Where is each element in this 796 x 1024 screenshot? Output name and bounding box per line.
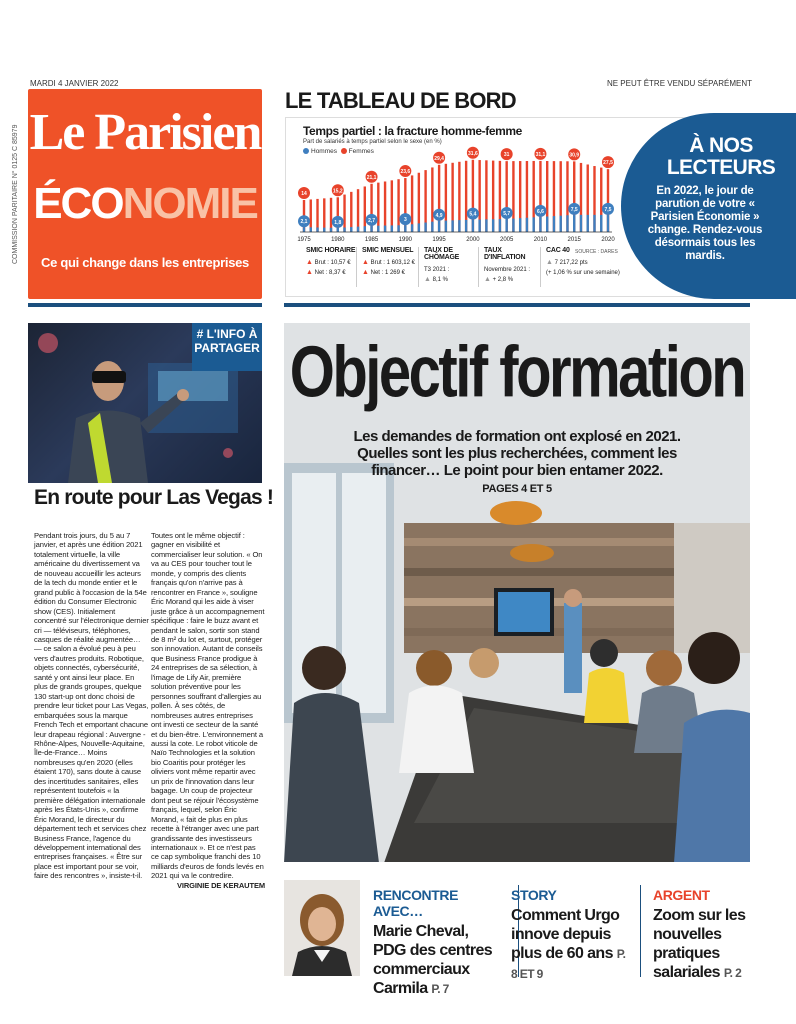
not-sold-separately: NE PEUT ÊTRE VENDU SÉPARÉMENT bbox=[606, 79, 752, 88]
bar-men bbox=[478, 220, 480, 232]
bar-women bbox=[418, 173, 420, 232]
teaser-kicker: ARGENT bbox=[653, 887, 710, 903]
bar-men bbox=[485, 219, 487, 232]
dashboard-title: LE TABLEAU DE BORD bbox=[285, 88, 516, 113]
teaser-kicker: RENCONTRE AVEC… bbox=[373, 887, 459, 919]
bar-men bbox=[438, 221, 440, 232]
bar-men bbox=[587, 215, 589, 232]
data-label-men: 4,9 bbox=[435, 212, 443, 219]
bar-women bbox=[343, 195, 345, 232]
indicator-smic-horaire bbox=[303, 247, 357, 287]
bar-men bbox=[607, 215, 609, 232]
bar-men bbox=[539, 217, 541, 232]
main-subtitle: Les demandes de formation ont explosé en 2021. Quelles sont les plus recherchées, comment les financer… Le point pour bien entamer 2022. bbox=[353, 428, 681, 479]
teaser-page: P. 2 bbox=[723, 966, 742, 980]
indicator-value: T3 2021 : bbox=[424, 267, 450, 273]
indicator-value: + 2,8 % bbox=[492, 277, 514, 283]
chart-title: Temps partiel : la fracture homme-femme bbox=[303, 124, 522, 138]
x-tick-label: 1975 bbox=[297, 237, 311, 243]
divider bbox=[284, 303, 750, 307]
x-tick-label: 1990 bbox=[398, 237, 413, 243]
masthead-logo bbox=[28, 89, 262, 299]
indicator-value: Net : 1 269 € bbox=[370, 270, 405, 276]
bar-men bbox=[330, 228, 332, 232]
data-label-women: 31,6 bbox=[468, 150, 478, 157]
indicator-chomage bbox=[421, 247, 479, 287]
indicator-inflation bbox=[481, 247, 541, 287]
bar-women bbox=[323, 198, 325, 232]
readers-text: En 2022, le jour de parution de votre « Parisien Économie » change. Rendez-vous désormais tous les mardis. bbox=[647, 185, 763, 262]
article-col2-text: Toutes ont le même objectif : gagner en visibilité et commercialiser leur solution. « On va au CES pour toucher tout le monde, y compris des clients français qu'on n'arrive pas à rencontrer en France », souligne Éric Morand qui les aide à viser juste grâce à un accompagnement spécifique : faire le buzz avant et pendant le salon, sortir son stand de 8 m² du lot et, surtout, protéger son innovation. Autant de conseils que Business France prodigue à 24 entreprises de sa sélection, à l'image de Lify Air, première solution préventive pour les personnes souffrant d'allergies au pollen. À ses côtés, de nombreuses autres entreprises ont investi ce secteur de la santé et du bien-être. L'environnement a aussi la cote. Le robot viticole de Naïo Technologies et la solution bio Coaritis pour protéger les oliviers vont même repartir avec un prix de l'innovation dans leur bagage. Un coup de projecteur dont peut se réjouir l'écosystème français, lequel, selon Éric Morand, « fait de plus en plus recette à l'étranger avec une part grandissante des investisseurs internationaux ». Et ce n'est pas ce cap symbolique franchi des 10 milliards d'euros de fonds levés en 2021 qui va le contredire. bbox=[151, 531, 265, 881]
bar-men bbox=[560, 216, 562, 232]
data-label-women: 23,6 bbox=[400, 169, 411, 176]
up-triangle-icon: ▲ bbox=[484, 276, 491, 283]
indicators-row bbox=[303, 247, 623, 287]
chart-subtitle: Part de salariés à temps partiel selon le sexe (en %) bbox=[303, 139, 442, 145]
up-triangle-icon: ▲ bbox=[546, 259, 553, 266]
ces-vr-photo bbox=[28, 323, 262, 483]
data-label-men: 7,5 bbox=[570, 206, 578, 213]
bar-men bbox=[445, 221, 447, 232]
indicator-smic-mensuel bbox=[359, 247, 419, 287]
data-label-women: 21,1 bbox=[366, 174, 377, 181]
indicator-cac40 bbox=[543, 247, 623, 287]
teaser-page: P. 8 ET 9 bbox=[511, 947, 626, 981]
up-triangle-icon: ▲ bbox=[362, 259, 369, 266]
data-label-women: 15,2 bbox=[332, 188, 343, 195]
data-label-women: 27,5 bbox=[603, 160, 613, 167]
bar-men bbox=[458, 220, 460, 232]
indicator-value: Brut : 10,57 € bbox=[314, 260, 351, 266]
logo-tagline: Ce qui change dans les entreprises bbox=[41, 255, 249, 270]
indicator-head: CAC 40 bbox=[546, 247, 570, 254]
legend-men: Hommes bbox=[311, 148, 338, 155]
bar-men bbox=[472, 220, 474, 232]
main-headline: Objectif formation bbox=[289, 331, 745, 413]
bar-women bbox=[310, 199, 312, 232]
teaser-title: Zoom sur les nouvelles pratiques salariales bbox=[653, 907, 746, 981]
bar-men bbox=[418, 223, 420, 232]
bar-men bbox=[505, 219, 507, 232]
teaser-title: Comment Urgo innove depuis plus de 60 ans bbox=[511, 907, 620, 962]
x-tick-label: 2015 bbox=[567, 237, 581, 243]
x-tick-label: 2005 bbox=[499, 237, 514, 243]
x-tick-label: 2020 bbox=[601, 237, 615, 243]
bar-men bbox=[580, 215, 582, 232]
legend-women: Femmes bbox=[348, 148, 374, 155]
share-badge bbox=[192, 323, 262, 371]
bar-men bbox=[310, 227, 312, 232]
bar-men bbox=[532, 217, 534, 232]
x-tick-label: 2000 bbox=[466, 237, 480, 243]
article-col2 bbox=[151, 531, 265, 890]
ces-headline: En route pour Las Vegas ! bbox=[34, 486, 274, 509]
teaser-text bbox=[511, 906, 631, 984]
indicator-head: SMIC HORAIRE bbox=[306, 247, 356, 254]
teaser-text bbox=[653, 906, 748, 983]
bar-men bbox=[303, 227, 305, 232]
badge-line1: # L'INFO À bbox=[196, 327, 258, 341]
logo-nomie: NOMIE bbox=[122, 179, 257, 228]
data-label-women: 31 bbox=[503, 152, 510, 159]
bar-women bbox=[411, 175, 413, 232]
bar-women bbox=[350, 192, 352, 232]
bar-men bbox=[316, 227, 318, 232]
bar-men bbox=[424, 223, 426, 232]
logo-title: Le Parisien bbox=[29, 104, 261, 161]
bar-men bbox=[377, 226, 379, 232]
bar-men bbox=[411, 224, 413, 232]
indicator-value: (+ 1,06 % sur une semaine) bbox=[546, 270, 620, 276]
bar-men bbox=[431, 222, 433, 232]
main-pages: PAGES 4 ET 5 bbox=[482, 483, 552, 495]
chart-source: SOURCE : DARES bbox=[575, 249, 618, 255]
teaser-text bbox=[373, 922, 505, 999]
logo-economie bbox=[28, 179, 262, 229]
bar-men bbox=[451, 220, 453, 232]
bar-men bbox=[573, 215, 575, 232]
data-label-women: 31,1 bbox=[535, 151, 546, 158]
bar-men bbox=[553, 216, 555, 232]
bar-men bbox=[364, 226, 366, 232]
indicator-head: TAUX DE CHÔMAGE bbox=[424, 247, 460, 261]
bar-men bbox=[337, 228, 339, 232]
bar-men bbox=[397, 225, 399, 232]
bar-women bbox=[377, 183, 379, 232]
bar-men bbox=[323, 228, 325, 232]
teaser-kicker: STORY bbox=[511, 887, 557, 903]
bar-men bbox=[600, 215, 602, 232]
readers-title: À NOS LECTEURS bbox=[666, 134, 776, 179]
bar-women bbox=[391, 180, 393, 232]
up-triangle-icon: ▲ bbox=[362, 269, 369, 276]
data-label-men: 6,6 bbox=[536, 208, 544, 215]
bar-men bbox=[492, 219, 494, 232]
issue-date: MARDI 4 JANVIER 2022 bbox=[30, 79, 119, 88]
data-label-women: 30,9 bbox=[569, 152, 580, 159]
x-tick-label: 1985 bbox=[364, 237, 379, 243]
teaser-title: Marie Cheval, PDG des centres commerciaux Carmila bbox=[373, 923, 493, 997]
readers-notice bbox=[621, 113, 796, 299]
bar-men bbox=[384, 226, 386, 232]
bar-men bbox=[526, 218, 528, 232]
indicator-value: Net : 8,37 € bbox=[314, 270, 346, 276]
data-label-men: 1,8 bbox=[334, 219, 342, 226]
x-tick-label: 1980 bbox=[331, 237, 345, 243]
bar-men bbox=[357, 227, 359, 232]
bar-men bbox=[465, 220, 467, 232]
teaser-argent[interactable] bbox=[653, 887, 748, 983]
indicator-value: 8,1 % bbox=[432, 277, 448, 283]
data-label-men: 2,1 bbox=[300, 219, 308, 226]
bar-men bbox=[391, 225, 393, 232]
up-triangle-icon: ▲ bbox=[306, 259, 313, 266]
bar-men bbox=[350, 227, 352, 232]
indicator-value: 7 217,22 pts bbox=[554, 260, 588, 266]
bar-men bbox=[593, 215, 595, 232]
indicator-head: SMIC MENSUEL bbox=[362, 247, 414, 254]
up-triangle-icon: ▲ bbox=[424, 276, 431, 283]
bar-men bbox=[512, 219, 514, 232]
bar-men bbox=[519, 218, 521, 232]
indicator-head: TAUX D'INFLATION bbox=[484, 247, 526, 261]
bar-men bbox=[343, 227, 345, 232]
badge-line2: PARTAGER bbox=[194, 341, 260, 355]
bar-men bbox=[566, 215, 568, 232]
data-label-men: 3 bbox=[403, 217, 407, 224]
up-triangle-icon: ▲ bbox=[306, 269, 313, 276]
bar-women bbox=[316, 199, 318, 232]
column-rule bbox=[640, 885, 641, 977]
bar-men bbox=[499, 219, 501, 232]
data-label-men: 2,7 bbox=[368, 217, 376, 224]
commission-number: COMMISSION PARITAIRE N° 0125 C 85979 bbox=[12, 124, 19, 265]
x-tick-label: 2010 bbox=[533, 237, 548, 243]
teaser-page: P. 7 bbox=[431, 982, 449, 996]
data-label-women: 14 bbox=[301, 191, 307, 197]
byline: VIRGINIE DE KERAUTEM bbox=[176, 880, 265, 890]
logo-eco: ÉCO bbox=[33, 179, 123, 228]
teaser-rencontre[interactable] bbox=[373, 887, 505, 999]
bar-women bbox=[397, 179, 399, 232]
data-label-men: 5,4 bbox=[469, 211, 477, 218]
divider bbox=[28, 303, 262, 307]
bar-men bbox=[546, 217, 548, 232]
data-label-women: 29,4 bbox=[434, 155, 444, 162]
marie-cheval-portrait bbox=[284, 880, 360, 976]
bar-men bbox=[404, 225, 406, 232]
part-time-chart bbox=[290, 140, 620, 250]
bar-women bbox=[364, 186, 366, 232]
indicator-value: Novembre 2021 : bbox=[484, 267, 531, 273]
teaser-story[interactable] bbox=[511, 887, 631, 984]
bar-women bbox=[357, 189, 359, 232]
portrait-illustration bbox=[284, 880, 360, 976]
data-label-men: 5,7 bbox=[503, 210, 511, 217]
article-col1: Pendant trois jours, du 5 au 7 janvier, et après une édition 2021 totalement virtuelle, la ville américaine du divertissement va de nouveau accueillir les acteurs de la tech du monde entier et le grand public à l'occasion de la 54e édition du Consumer Electronic show (CES). Initialement concentré sur l'électronique dernier cri — téléviseurs, téléphones, casques de réalité augmentée… — ce salon a évolué peu à peu vers d'autres produits. Robotique, objets connectés, cybersécurité, santé y ont ainsi leur place. En plus de grands groupes, quelque 130 start-up ont donc choisi de prendre leur ticket pour Las Vegas, embarquées sous la marque French Tech et emportant chacune leur drapeau régional : Auvergne - Rhône-Alpes, Nouvelle-Aquitaine, Île-de-France… Moins nombreuses qu'en 2020 (elles étaient 170), sans doute à cause des incertitudes sanitaires, elles représentent toutefois « la première délégation internationale après les États-Unis », confirme Éric Morand, le directeur du département tech et services chez Business France, l'agence du développement international des entreprises françaises. « Être sur place est important pour se voir, faire des rencontres », insiste-t-il. bbox=[34, 531, 149, 881]
x-tick-label: 1995 bbox=[432, 237, 446, 243]
data-label-men: 7,5 bbox=[604, 206, 612, 213]
bar-women bbox=[330, 198, 332, 232]
indicator-value: Brut : 1 603,12 € bbox=[370, 260, 415, 266]
bar-women bbox=[384, 181, 386, 232]
bar-men bbox=[370, 226, 372, 232]
